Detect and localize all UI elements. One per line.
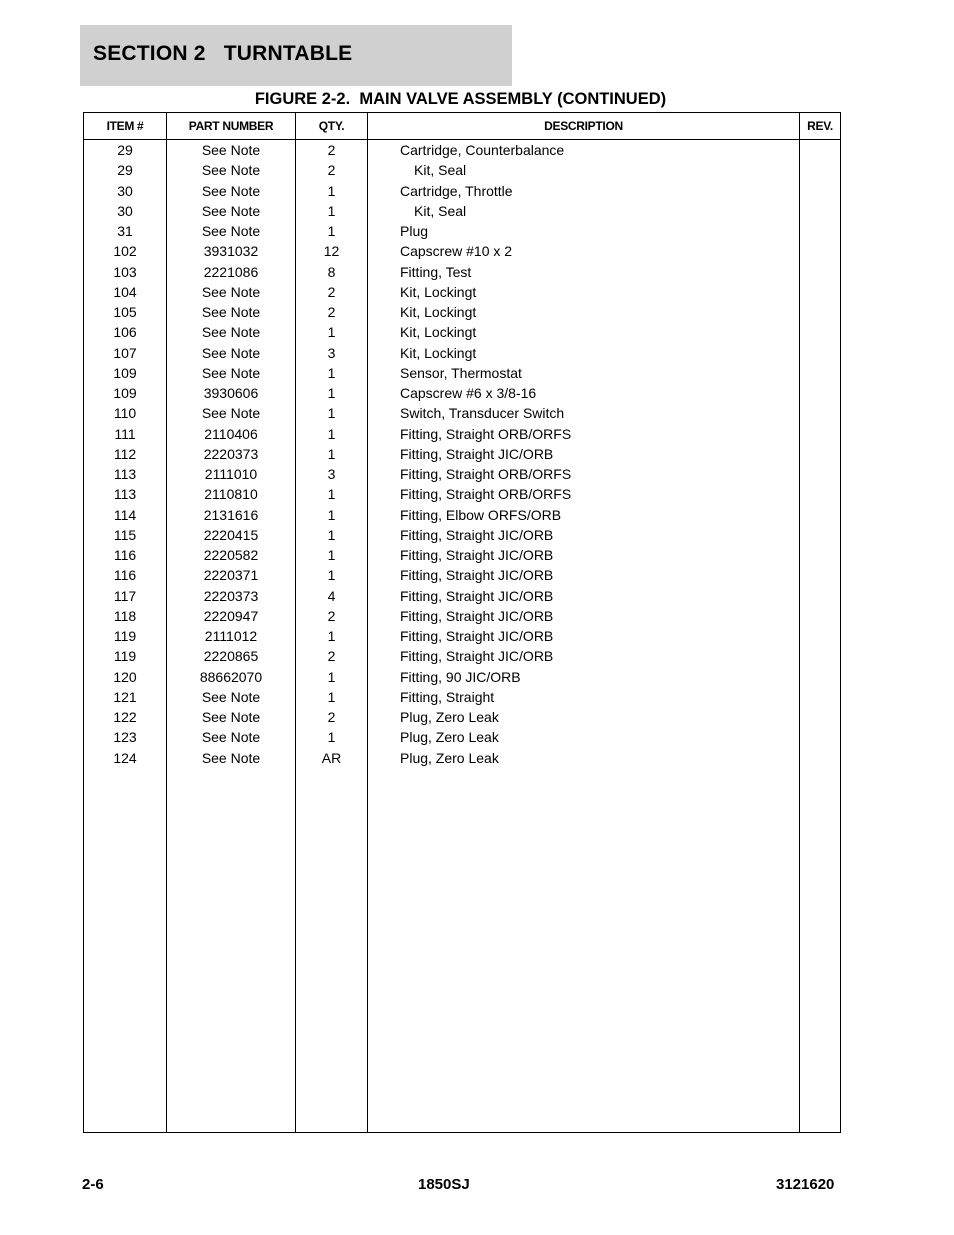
header-part-number: PART NUMBER bbox=[188, 119, 274, 133]
description-cell: Fitting, Straight JIC/ORB bbox=[400, 648, 554, 665]
item-cell: 29 bbox=[117, 162, 133, 179]
model-number: 1850SJ bbox=[418, 1176, 470, 1193]
qty-cell: 3 bbox=[327, 344, 336, 361]
table-row bbox=[84, 383, 840, 403]
description-cell: Fitting, Elbow ORFS/ORB bbox=[400, 506, 562, 523]
item-cell: 120 bbox=[113, 668, 137, 685]
qty-cell: 2 bbox=[327, 709, 336, 725]
item-cell: 103 bbox=[113, 263, 137, 280]
description-cell: Fitting, Straight ORB/ORFS bbox=[400, 425, 572, 442]
table-row bbox=[84, 181, 840, 201]
item-cell: 109 bbox=[113, 364, 137, 381]
item-cell: 121 bbox=[113, 688, 137, 705]
description-cell: Kit, Seal bbox=[414, 162, 467, 179]
description-cell: Fitting, Straight JIC/ORB bbox=[400, 547, 554, 563]
part-number-cell: 2110810 bbox=[204, 486, 258, 503]
item-cell: 111 bbox=[114, 425, 136, 442]
item-cell: 117 bbox=[113, 587, 137, 604]
description-cell: Fitting, Test bbox=[400, 263, 472, 280]
qty-cell: 2 bbox=[327, 162, 336, 179]
qty-cell: 1 bbox=[327, 364, 336, 381]
table-row bbox=[84, 707, 840, 727]
part-number-cell: 2110406 bbox=[204, 425, 258, 442]
qty-cell: 1 bbox=[327, 385, 336, 401]
part-number-cell: 2220582 bbox=[203, 547, 259, 563]
header-description: DESCRIPTION bbox=[544, 119, 623, 133]
qty-cell: 1 bbox=[327, 182, 336, 199]
item-cell: 119 bbox=[113, 628, 137, 644]
part-number-cell: See Note bbox=[201, 182, 261, 199]
item-cell: 118 bbox=[113, 607, 137, 624]
table-row bbox=[84, 464, 840, 484]
table-row bbox=[84, 201, 840, 221]
item-cell: 122 bbox=[113, 709, 137, 725]
qty-cell: 1 bbox=[327, 425, 336, 442]
part-number-cell: 3930606 bbox=[203, 385, 259, 401]
table-row bbox=[84, 687, 840, 707]
qty-cell: AR bbox=[321, 749, 342, 766]
qty-cell: 8 bbox=[327, 263, 336, 280]
description-cell: Fitting, Straight JIC/ORB bbox=[400, 628, 554, 644]
table-row bbox=[84, 484, 840, 504]
description-cell: Capscrew #10 x 2 bbox=[400, 243, 513, 260]
item-cell: 30 bbox=[117, 202, 133, 219]
item-cell: 110 bbox=[113, 405, 137, 422]
table-row bbox=[84, 403, 840, 423]
description-cell: Fitting, Straight JIC/ORB bbox=[400, 567, 554, 584]
table-row bbox=[84, 545, 840, 565]
table-header-row bbox=[84, 113, 840, 140]
part-number-cell: 2111010 bbox=[204, 466, 258, 482]
qty-cell: 3 bbox=[327, 466, 336, 482]
description-cell: Plug, Zero Leak bbox=[400, 709, 499, 725]
part-number-cell: See Note bbox=[201, 729, 261, 746]
item-cell: 116 bbox=[113, 567, 137, 584]
description-cell: Switch, Transducer Switch bbox=[400, 405, 565, 422]
part-number-cell: See Note bbox=[201, 223, 261, 239]
table-body bbox=[84, 140, 840, 768]
item-cell: 102 bbox=[113, 243, 137, 260]
description-cell: Fitting, Straight JIC/ORB bbox=[400, 607, 554, 624]
table-row bbox=[84, 343, 840, 363]
qty-cell: 2 bbox=[327, 304, 336, 320]
description-cell: Kit, Lockingt bbox=[400, 304, 477, 320]
item-cell: 31 bbox=[117, 223, 133, 239]
table-row bbox=[84, 748, 840, 768]
description-cell: Sensor, Thermostat bbox=[400, 364, 522, 381]
part-number-cell: See Note bbox=[201, 324, 261, 341]
header-qty: QTY. bbox=[318, 119, 345, 133]
part-number-cell: See Note bbox=[201, 709, 261, 725]
item-cell: 113 bbox=[113, 486, 137, 503]
description-cell: Kit, Seal bbox=[414, 202, 467, 219]
qty-cell: 1 bbox=[327, 729, 336, 746]
qty-cell: 1 bbox=[327, 486, 336, 503]
description-cell: Plug bbox=[400, 223, 429, 239]
page-number: 2-6 bbox=[82, 1176, 104, 1193]
qty-cell: 1 bbox=[327, 628, 336, 644]
item-cell: 113 bbox=[113, 466, 137, 482]
table-row bbox=[84, 282, 840, 302]
qty-cell: 1 bbox=[327, 506, 336, 523]
figure-title: FIGURE 2-2. MAIN VALVE ASSEMBLY (CONTINUED) bbox=[254, 90, 667, 108]
table-row bbox=[84, 140, 840, 160]
section-header bbox=[80, 25, 512, 86]
description-cell: Capscrew #6 x 3/8-16 bbox=[400, 385, 537, 401]
description-cell: Kit, Lockingt bbox=[400, 324, 477, 341]
part-number-cell: 2220373 bbox=[203, 587, 259, 604]
part-number-cell: See Note bbox=[201, 162, 261, 179]
table-row bbox=[84, 221, 840, 241]
item-cell: 123 bbox=[113, 729, 137, 746]
part-number-cell: 2221086 bbox=[203, 263, 259, 280]
part-number-cell: See Note bbox=[201, 688, 261, 705]
item-cell: 104 bbox=[113, 283, 137, 300]
item-cell: 116 bbox=[113, 547, 137, 563]
part-number-cell: See Note bbox=[201, 142, 261, 158]
description-cell: Plug, Zero Leak bbox=[400, 729, 499, 746]
table-row bbox=[84, 444, 840, 464]
qty-cell: 2 bbox=[327, 142, 336, 158]
description-cell: Cartridge, Counterbalance bbox=[400, 142, 565, 158]
manual-number: 3121620 bbox=[776, 1176, 835, 1193]
description-cell: Fitting, 90 JIC/ORB bbox=[400, 668, 521, 685]
part-number-cell: 2220373 bbox=[203, 445, 259, 462]
table-row bbox=[84, 626, 840, 646]
description-cell: Fitting, Straight bbox=[400, 688, 495, 705]
item-cell: 29 bbox=[117, 142, 133, 158]
description-cell: Kit, Lockingt bbox=[400, 344, 477, 361]
qty-cell: 4 bbox=[327, 587, 336, 604]
description-cell: Fitting, Straight JIC/ORB bbox=[400, 587, 554, 604]
table-row bbox=[84, 262, 840, 282]
description-cell: Plug, Zero Leak bbox=[400, 749, 499, 766]
table-row bbox=[84, 525, 840, 545]
item-cell: 107 bbox=[113, 344, 137, 361]
item-cell: 119 bbox=[113, 648, 137, 665]
qty-cell: 2 bbox=[327, 607, 336, 624]
description-cell: Fitting, Straight ORB/ORFS bbox=[400, 486, 572, 503]
part-number-cell: See Note bbox=[201, 202, 261, 219]
part-number-cell: See Note bbox=[201, 344, 261, 361]
item-cell: 109 bbox=[113, 385, 137, 401]
qty-cell: 1 bbox=[327, 668, 336, 685]
qty-cell: 1 bbox=[327, 547, 336, 563]
part-number-cell: 2220415 bbox=[203, 526, 259, 543]
parts-table bbox=[83, 112, 841, 1133]
table-row bbox=[84, 160, 840, 180]
qty-cell: 1 bbox=[327, 202, 336, 219]
qty-cell: 1 bbox=[327, 526, 336, 543]
part-number-cell: 2220947 bbox=[203, 607, 259, 624]
part-number-cell: See Note bbox=[201, 749, 261, 766]
part-number-cell: 88662070 bbox=[199, 668, 263, 685]
table-row bbox=[84, 302, 840, 322]
item-cell: 114 bbox=[113, 506, 137, 523]
table-row bbox=[84, 727, 840, 747]
table-row bbox=[84, 606, 840, 626]
qty-cell: 2 bbox=[327, 648, 336, 665]
table-row bbox=[84, 363, 840, 383]
part-number-cell: 3931032 bbox=[203, 243, 259, 260]
qty-cell: 1 bbox=[327, 324, 336, 341]
item-cell: 105 bbox=[113, 304, 137, 320]
qty-cell: 1 bbox=[327, 445, 336, 462]
table-row bbox=[84, 667, 840, 687]
header-rev: REV. bbox=[807, 119, 833, 133]
qty-cell: 2 bbox=[327, 283, 336, 300]
description-cell: Fitting, Straight ORB/ORFS bbox=[400, 466, 572, 482]
description-cell: Kit, Lockingt bbox=[400, 283, 477, 300]
part-number-cell: 2131616 bbox=[203, 506, 259, 523]
table-row bbox=[84, 322, 840, 342]
item-cell: 115 bbox=[113, 526, 137, 543]
part-number-cell: 2220865 bbox=[203, 648, 259, 665]
qty-cell: 1 bbox=[327, 405, 336, 422]
part-number-cell: 2111012 bbox=[204, 628, 258, 644]
item-cell: 124 bbox=[113, 749, 137, 766]
table-row bbox=[84, 646, 840, 666]
description-cell: Cartridge, Throttle bbox=[400, 182, 513, 199]
item-cell: 30 bbox=[117, 182, 133, 199]
part-number-cell: See Note bbox=[201, 283, 261, 300]
header-item: ITEM # bbox=[106, 119, 144, 133]
section-title: SECTION 2 TURNTABLE bbox=[93, 42, 353, 65]
qty-cell: 1 bbox=[327, 567, 336, 584]
table-row bbox=[84, 586, 840, 606]
qty-cell: 12 bbox=[323, 243, 340, 260]
part-number-cell: 2220371 bbox=[203, 567, 259, 584]
table-row bbox=[84, 505, 840, 525]
table-row bbox=[84, 565, 840, 585]
part-number-cell: See Note bbox=[201, 405, 261, 422]
item-cell: 106 bbox=[113, 324, 137, 341]
table-row bbox=[84, 241, 840, 261]
description-cell: Fitting, Straight JIC/ORB bbox=[400, 526, 554, 543]
item-cell: 112 bbox=[113, 445, 137, 462]
description-cell: Fitting, Straight JIC/ORB bbox=[400, 445, 554, 462]
table-row bbox=[84, 424, 840, 444]
qty-cell: 1 bbox=[327, 688, 336, 705]
part-number-cell: See Note bbox=[201, 364, 261, 381]
part-number-cell: See Note bbox=[201, 304, 261, 320]
qty-cell: 1 bbox=[327, 223, 336, 239]
